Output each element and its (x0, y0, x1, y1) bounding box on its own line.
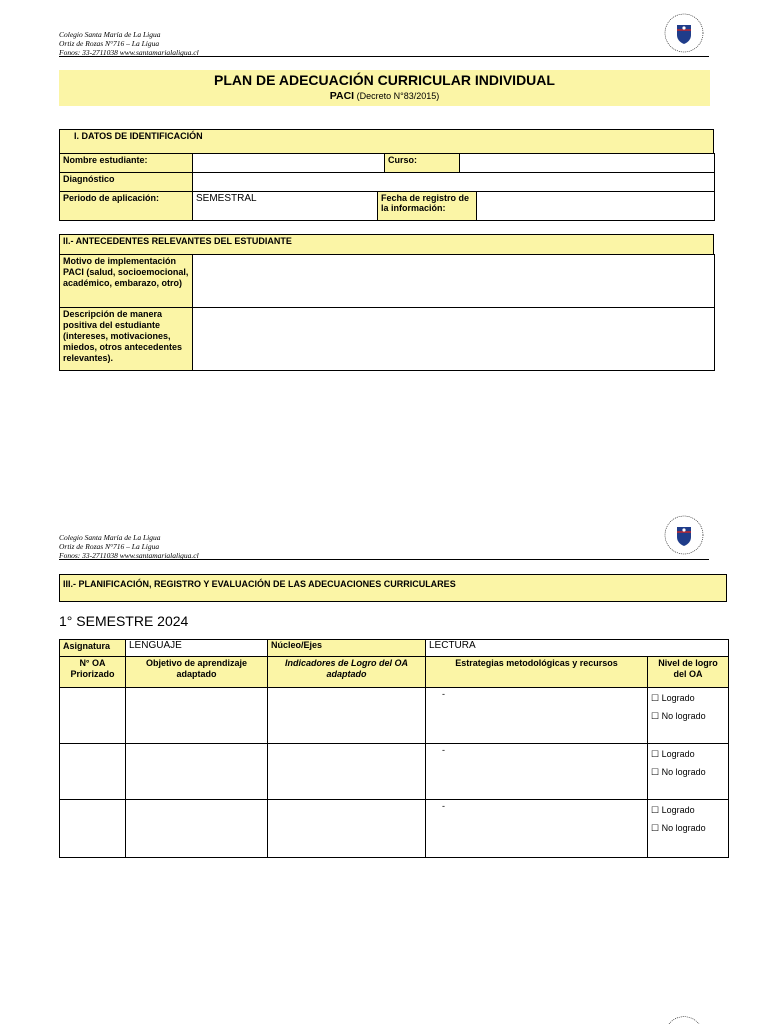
no-logrado-checkbox[interactable]: ☐ No logrado (651, 823, 706, 833)
school-header (59, 30, 199, 57)
no-logrado-checkbox[interactable]: ☐ No logrado (651, 767, 706, 777)
nucleo-label-text: Núcleo/Ejes (271, 640, 323, 650)
indicadores-cell[interactable] (268, 800, 426, 858)
document-subtitle (59, 90, 710, 102)
indicadores-cell[interactable] (268, 688, 426, 744)
school-contact: Fonos: 33-2711038 www.santamarialaligua.cl (59, 48, 199, 57)
indicadores-cell[interactable] (268, 744, 426, 800)
nombre-label: Nombre estudiante: (60, 154, 193, 173)
estrategia-cell[interactable]: - (426, 688, 648, 744)
col-oa: N° OA Priorizado (60, 657, 126, 688)
semester-title: 1° SEMESTRE 2024 (59, 613, 189, 629)
oa-cell[interactable] (60, 688, 126, 744)
section3-heading: III.- PLANIFICACIÓN, REGISTRO Y EVALUACIÓN DE LAS ADECUACIONES CURRICULARES (59, 574, 727, 602)
col-estrategias: Estrategias metodológicas y recursos (426, 657, 648, 688)
section1-heading: I. DATOS DE IDENTIFICACIÓN (59, 129, 714, 153)
descripcion-field[interactable] (193, 308, 715, 371)
school-name: Colegio Santa María de La Ligua (59, 533, 161, 542)
nivel-cell (648, 744, 729, 800)
school-logo-icon (663, 514, 705, 556)
estrategia-cell[interactable]: - (426, 744, 648, 800)
diagnostico-label: Diagnóstico (60, 173, 193, 192)
school-address: Ortiz de Rozas N°716 – La Ligua (59, 39, 160, 48)
fecha-label: Fecha de registro de la información: (378, 192, 477, 221)
table-row (60, 688, 729, 744)
oa-cell[interactable] (60, 800, 126, 858)
identification-table (59, 153, 715, 221)
motivo-field[interactable] (193, 255, 715, 308)
col-objetivo: Objetivo de aprendizaje adaptado (126, 657, 268, 688)
table-row (60, 744, 729, 800)
logrado-checkbox[interactable]: ☐ Logrado (651, 805, 695, 815)
col-nivel: Nivel de logro del OA (648, 657, 729, 688)
planning-table (59, 639, 729, 858)
col-indicadores: Indicadores de Logro del OA adaptado (268, 657, 426, 688)
objetivo-cell[interactable] (126, 688, 268, 744)
antecedentes-table (59, 254, 715, 371)
school-address: Ortiz de Rozas N°716 – La Ligua (59, 542, 160, 551)
logrado-checkbox[interactable]: ☐ Logrado (651, 693, 695, 703)
motivo-label: Motivo de implementación PACI (salud, socioemocional, académico, embarazo, otro) (60, 255, 193, 308)
estrategia-cell[interactable]: - (426, 800, 648, 858)
nivel-cell (648, 688, 729, 744)
nombre-field[interactable] (193, 154, 385, 173)
school-logo-icon (663, 12, 705, 54)
header-divider-2 (59, 559, 709, 560)
nucleo-value[interactable]: LECTURA (426, 640, 729, 657)
objetivo-cell[interactable] (126, 744, 268, 800)
oa-cell[interactable] (60, 744, 126, 800)
diagnostico-field[interactable] (193, 173, 715, 192)
asignatura-label: Asignatura (60, 640, 126, 657)
subtitle-paci: PACI (329, 90, 355, 102)
periodo-label: Periodo de aplicación: (60, 192, 193, 221)
descripcion-label: Descripción de manera positiva del estudiante (intereses, motivaciones, miedos, otros antecedentes relevantes). (60, 308, 193, 371)
subtitle-decree: (Decreto N°83/2015) (354, 91, 440, 101)
school-header-2 (59, 533, 199, 560)
curso-field[interactable] (460, 154, 715, 173)
logrado-checkbox[interactable]: ☐ Logrado (651, 749, 695, 759)
school-logo-icon (663, 1014, 705, 1024)
table-row (60, 800, 729, 858)
school-name: Colegio Santa María de La Ligua (59, 30, 161, 39)
title-banner (59, 70, 710, 106)
curso-label: Curso: (385, 154, 460, 173)
objetivo-cell[interactable] (126, 800, 268, 858)
nucleo-label (268, 640, 426, 657)
header-divider (59, 56, 709, 57)
document-title: PLAN DE ADECUACIÓN CURRICULAR INDIVIDUAL (214, 72, 555, 88)
nivel-cell (648, 800, 729, 858)
asignatura-value[interactable]: LENGUAJE (126, 640, 268, 657)
school-contact: Fonos: 33-2711038 www.santamarialaligua.cl (59, 551, 199, 560)
fecha-field[interactable] (477, 192, 715, 221)
periodo-value[interactable]: SEMESTRAL (193, 192, 378, 221)
section2-heading: II.- ANTECEDENTES RELEVANTES DEL ESTUDIANTE (59, 234, 714, 255)
no-logrado-checkbox[interactable]: ☐ No logrado (651, 711, 706, 721)
